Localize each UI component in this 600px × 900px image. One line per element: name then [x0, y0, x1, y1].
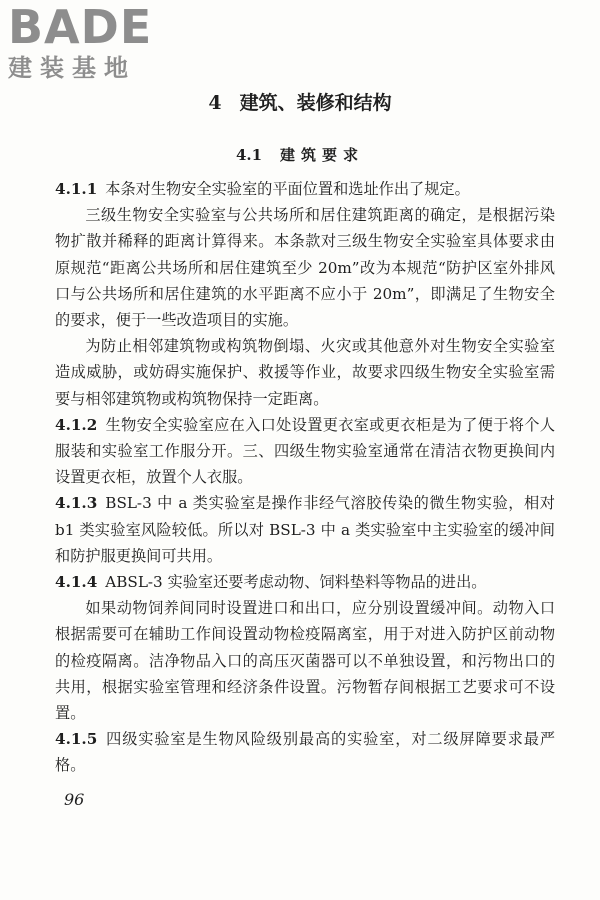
paragraph [55, 595, 555, 726]
logo-subtitle: 建装基地 [8, 54, 136, 82]
section-title: 建筑要求 [280, 146, 365, 164]
clause-number: 4.1.4 [55, 573, 98, 592]
chapter-title: 建筑、装修和结构 [239, 92, 392, 114]
chapter-heading [0, 88, 600, 118]
logo [8, 0, 178, 82]
paragraph [55, 569, 555, 595]
clause-number: 4.1.3 [55, 494, 98, 513]
paragraph-text: 本条对生物安全实验室的平面位置和选址作出了规定。 [105, 180, 470, 198]
paragraph-text: 三级生物安全实验室与公共场所和居住建筑距离的确定，是根据污染物扩散并稀释的距离计算得来。本条款对三级生物安全实验室具体要求由原规范“距离公共场所和居住建筑至少 20m”改为本规范“防护区室外排风口与公共场所和居住建筑的水平距离不应小于 20m”，即满足了生物安全的要求，便于一些改造项目的实施。 [55, 206, 555, 330]
paragraph [55, 176, 555, 202]
paragraph-text: 如果动物饲养间同时设置进口和出口，应分别设置缓冲间。动物入口根据需要可在辅助工作间设置动物检疫隔离室，用于对进入防护区前动物的检疫隔离。洁净物品入口的高压灭菌器可以不单独设置，和污物出口的共用，根据实验室管理和经济条件设置。污物暂存间根据工艺要求可不设置。 [55, 599, 555, 723]
clause-number: 4.1.5 [55, 730, 98, 749]
paragraph-text: 为防止相邻建筑物或构筑物倒塌、火灾或其他意外对生物安全实验室造成威胁，或妨碍实施保护、救援等作业，故要求四级生物安全实验室需要与相邻建筑物或构筑物保持一定距离。 [55, 337, 555, 408]
paragraph-text: ABSL-3 实验室还要考虑动物、饲料垫料等物品的进出。 [105, 573, 487, 592]
clause-number: 4.1.2 [55, 415, 98, 434]
paragraph-text: BSL-3 中 a 类实验室是操作非经气溶胶传染的微生物实验，相对 b1 类实验室风险较低。所以对 BSL-3 中 a 类实验室中主实验室的缓冲间和防护服更换间可共用。 [55, 494, 555, 565]
section-number: 4.1 [235, 146, 263, 164]
paragraph [55, 202, 555, 333]
body-text [55, 176, 555, 779]
section-heading [0, 144, 600, 166]
paragraph [55, 333, 555, 412]
logo-wordmark: BADE [8, 0, 153, 54]
paragraph-text: 四级实验室是生物风险级别最高的实验室，对二级屏障要求最严格。 [55, 730, 555, 775]
page-number: 96 [64, 790, 85, 809]
paragraph [55, 412, 555, 491]
paragraph-text: 生物安全实验室应在入口处设置更衣室或更衣柜是为了便于将个人服装和实验室工作服分开。三、四级生物实验室通常在清洁衣物更换间内设置更衣柜，放置个人衣服。 [55, 415, 555, 487]
clause-number: 4.1.1 [55, 180, 98, 198]
paragraph [55, 726, 555, 778]
paragraph [55, 490, 555, 569]
chapter-number: 4 [208, 92, 222, 114]
